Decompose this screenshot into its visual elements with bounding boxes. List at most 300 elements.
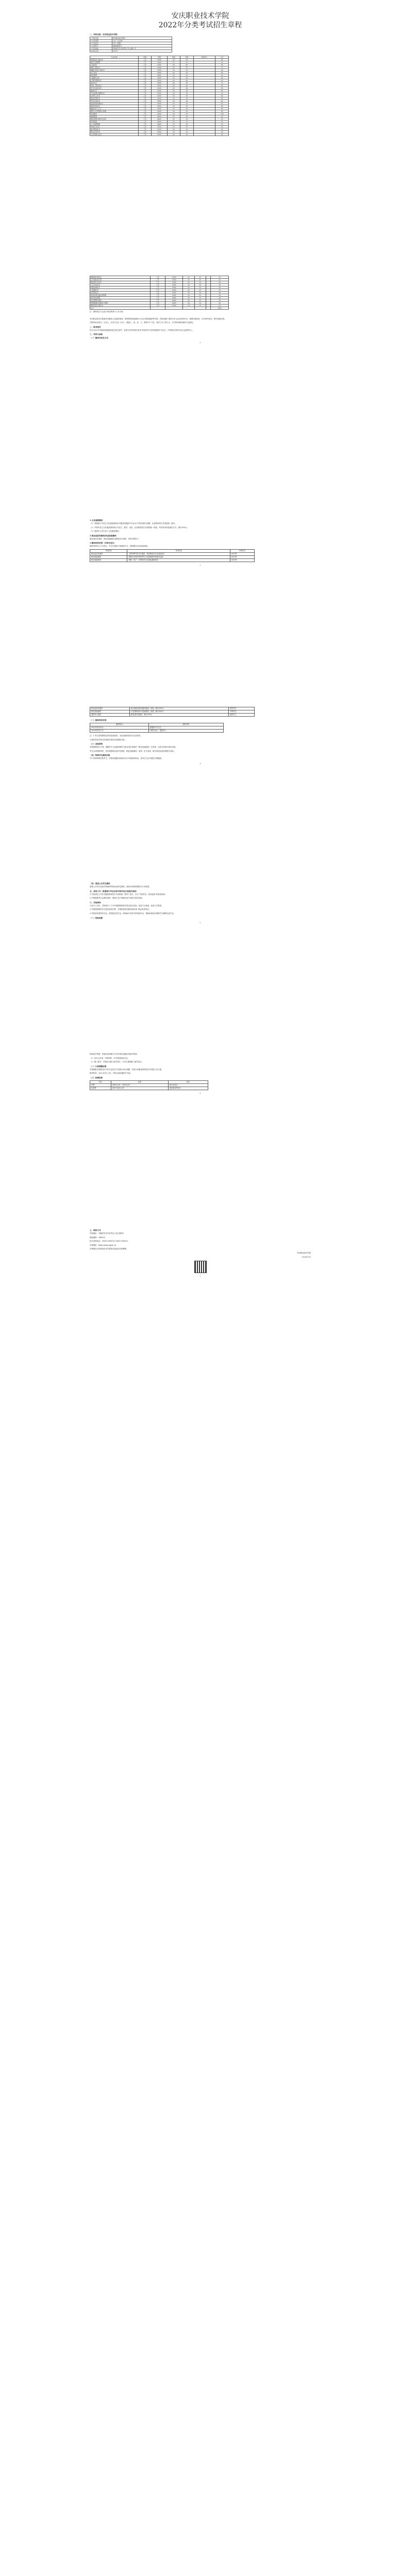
plan-cell: 4900: [165, 302, 182, 304]
plan-cell: 25: [194, 279, 206, 281]
time-note-1: 注：1.考生须按照规定时间参加测试，未参加测试者视为自动放弃。: [90, 735, 142, 737]
plan-cell: 45: [180, 84, 194, 87]
plan-cell: 40: [180, 72, 194, 74]
plan-cell: 三年: [138, 97, 152, 100]
plan-cell: 95: [215, 77, 229, 79]
plan-cell: 5500: [165, 304, 182, 307]
plan-cell: 5500: [165, 276, 182, 279]
plan-cell: 50: [215, 118, 229, 121]
plan-cell: 40: [180, 64, 194, 66]
plan-cell: 5500: [165, 286, 182, 289]
plan-cell: 20: [194, 297, 206, 299]
plan-cell: 50: [215, 74, 229, 77]
section1-heading: 一、学校全称：安庆职业技术学院: [90, 33, 118, 36]
plan-cell: 三年: [138, 110, 152, 113]
other-matters-heading: 六、其他事项: [90, 901, 101, 904]
plan-cell: 三年: [138, 123, 152, 126]
fee-p1: 国家助学贷款：家庭经济困难学生可申请生源地信用助学贷款。: [90, 1053, 139, 1055]
plan-cell: 60: [215, 110, 229, 113]
plan-cell: 25: [180, 118, 194, 121]
plan-cell: 智能控制技术: [90, 286, 151, 289]
test-type-table: [90, 707, 255, 717]
page-4: [75, 701, 325, 871]
plan-cell: 40: [167, 79, 180, 82]
contact-phone: 招生咨询电话：0556-5300011 0556-5300022: [90, 1240, 128, 1243]
plan-cell: 40: [180, 79, 194, 82]
plan-cell: 75: [215, 66, 229, 69]
plan-cell: 5500: [152, 133, 167, 136]
plan-cell: 三年: [150, 281, 165, 284]
veteran-p: 退役士兵考生参加学校组织的职业适应性测试，测试合格者按照招生计划录取。: [90, 886, 151, 888]
plan-cell: 60: [215, 90, 229, 92]
plan-cell: 40: [211, 297, 229, 299]
plan-cell: 40: [211, 292, 229, 294]
plan-cell: [183, 307, 194, 310]
plan-cell: 4900: [152, 123, 167, 126]
plan-cell: 25: [183, 294, 194, 297]
plan-cell: 75: [215, 82, 229, 84]
report-time-p: 报到时间：2022年9月上旬，具体以录取通知书为准。: [90, 1072, 132, 1075]
table-row: 职业技能测试 专业基础知识与技能测试，闭卷，满分300分 中职考生: [90, 710, 255, 714]
plan-cell: 25: [167, 103, 180, 105]
plan-cell: 三年: [138, 87, 152, 90]
plan-cell: 60: [215, 59, 229, 61]
plan-cell: [194, 307, 206, 310]
plan-cell: 70: [215, 92, 229, 95]
plan-cell: 25: [183, 279, 194, 281]
document-title-line2: 2022年分类考试招生章程: [158, 21, 242, 29]
plan-header-cell: 普高: [167, 56, 180, 59]
plan-cell: 5500: [165, 289, 182, 292]
document-title-line1: 安庆职业技术学院: [171, 12, 229, 20]
plan-cell: 30: [183, 281, 194, 284]
plan-cell: 50: [211, 289, 229, 292]
plan-cell: 25: [167, 61, 180, 64]
plan-cell: 40: [215, 69, 229, 72]
plan-cell: 5500: [152, 100, 167, 103]
plan-cell: 道路与桥梁工程技术: [90, 69, 139, 72]
plan-cell: 三年: [150, 286, 165, 289]
plan-cell: 5500: [165, 292, 182, 294]
plan-cell: 20: [183, 302, 194, 304]
plan-cell: 三年: [138, 121, 152, 123]
page-7: [75, 1224, 325, 1291]
admission-work-heading: 五、录取工作（普通高中毕业生和中职毕业生同批次录取）: [90, 890, 138, 892]
plan-cell: 建筑装饰工程技术: [90, 59, 139, 61]
plan-cell: 服装设计与工艺: [90, 108, 139, 110]
plan-cell: 25: [180, 131, 194, 133]
plan-cell: 25: [180, 97, 194, 100]
plan-cell: 25: [167, 131, 180, 133]
plan-cell: 三年: [138, 92, 152, 95]
plan-cell: 4900: [152, 118, 167, 121]
plan-cell: 4900: [152, 121, 167, 123]
plan-cell: 40: [167, 64, 180, 66]
sign-date: 2022年3月: [302, 1256, 311, 1258]
plan-cell: 人力资源管理: [90, 123, 139, 126]
plan-cell: 工业分析技术: [90, 284, 151, 286]
plan-cell: 三年: [138, 131, 152, 133]
plan-cell: 30: [194, 281, 206, 284]
plan-cell: 计算机网络技术: [90, 79, 139, 82]
plan-cell: [206, 307, 211, 310]
plan-cell: 20: [167, 105, 180, 108]
plan-cell: 30: [180, 90, 194, 92]
plan-cell: 20: [167, 100, 180, 103]
plan-cell: 35: [180, 66, 194, 69]
enrollment-plan-table-b: [90, 276, 229, 310]
plan-cell: 40: [215, 105, 229, 108]
plan-cell: 5500: [152, 126, 167, 128]
time-note-2: 2.测试具体安排以学校招生网发布的通知为准。: [90, 738, 127, 741]
plan-cell: 40: [180, 87, 194, 90]
plan-cell: 50: [211, 294, 229, 297]
plan-cell: 药品生物技术: [90, 97, 139, 100]
plan-cell: 三年: [138, 90, 152, 92]
plan-cell: 50: [215, 103, 229, 105]
plan-cell: 现代物业管理: [90, 297, 151, 299]
plan-note: 注：最终招生专业及计划以教育厅公布为准。: [90, 311, 125, 313]
admission-principle-heading: （三）录取原则: [90, 743, 103, 745]
plan-cell: 汽车检测与维修技术: [90, 92, 139, 95]
plan-cell: 25: [167, 121, 180, 123]
plan-cell: 20: [183, 304, 194, 307]
plan-cell: 建筑设备工程技术: [90, 304, 151, 307]
plan-cell: 新能源汽车技术: [90, 281, 151, 284]
plan-cell: 5500: [152, 97, 167, 100]
plan-cell: 三年: [138, 64, 152, 66]
plan-cell: 20: [167, 69, 180, 72]
plan-cell: 50: [215, 123, 229, 126]
plan-cell: 市场营销: [90, 121, 139, 123]
plan-cell: 4900: [152, 110, 167, 113]
plan-cell: 三年: [138, 61, 152, 64]
plan-cell: 50: [215, 61, 229, 64]
plan-cell: 40: [211, 304, 229, 307]
plan-cell: 20: [183, 297, 194, 299]
plan-cell: 25: [180, 123, 194, 126]
plan-cell: 25: [180, 103, 194, 105]
plan-cell: 合计: [90, 307, 151, 310]
plan-cell: 4900: [152, 77, 167, 79]
plan-cell: 50: [167, 77, 180, 79]
schedule-p: 测试采用线上方式进行，考生应提前下载测试平台，按照要求完成设备调试。: [90, 545, 149, 548]
plan-cell: 20: [183, 299, 194, 302]
plan-cell: 三年: [150, 304, 165, 307]
plan-cell: 50: [215, 97, 229, 100]
page-number: 5: [199, 921, 201, 924]
plan-cell: 食品检验检测技术: [90, 103, 139, 105]
plan-cell: 60: [215, 128, 229, 131]
plan-cell: 25: [180, 121, 194, 123]
plan-cell: 30: [180, 110, 194, 113]
plan-cell: 25: [167, 126, 180, 128]
plan-header-cell: 合计: [215, 56, 229, 59]
plan-cell: 三年: [138, 103, 152, 105]
plan-cell: 婴幼儿托育服务与管理: [90, 110, 139, 113]
plan-cell: 三年: [138, 105, 152, 108]
plan-cell: 40: [167, 66, 180, 69]
signature: 安庆职业技术学院: [296, 1251, 311, 1254]
plan-cell: 25: [183, 276, 194, 279]
plan-cell: 电子商务: [90, 72, 139, 74]
plan-cell: 云计算技术应用: [90, 279, 151, 281]
plan-cell: 旅游管理: [90, 115, 139, 118]
plan-cell: 环境工程技术: [90, 100, 139, 103]
plan-cell: 5500: [152, 84, 167, 87]
plan-header-cell: 专业名称: [90, 56, 139, 59]
plan-cell: 5500: [165, 281, 182, 284]
table-row: [90, 133, 229, 136]
plan-cell: 建设工程管理: [90, 61, 139, 64]
plan-cell: 20: [180, 100, 194, 103]
contact-note: 本章程由安庆职业技术学院招生就业处负责解释。: [90, 1248, 128, 1250]
plan-cell: 20: [183, 284, 194, 286]
plan-cell: 智慧健康养老服务与管理: [90, 302, 151, 304]
intro-paragraph-2: 学院现有在校生一万余人，开设专业五十余个，涵盖工、管、经、文、教等多个门类，形成了以工科为主、多学科协调发展的专业格局。: [90, 321, 195, 324]
school-info-table: 1.学校全称 安庆职业技术学院 2.办学类型 公办（全日制） 3.学历层次 专科（高职） 4.主管部门 安徽省教育厅 5.学校地址 安徽省安庆市宜秀区大龙山路 8 号 6.招生代码 13279: [90, 37, 172, 53]
fee-standard-heading: （三）收费标准: [90, 1076, 103, 1079]
plan-cell: 80: [215, 64, 229, 66]
page-1: [75, 5, 325, 265]
plan-cell: 20: [183, 292, 194, 294]
plan-cell: 50: [215, 126, 229, 128]
plan-cell: 5500: [152, 66, 167, 69]
plan-cell: 30: [167, 59, 180, 61]
plan-cell: 25: [180, 115, 194, 118]
plan-cell: 工程造价: [90, 64, 139, 66]
plan-cell: 三年: [138, 72, 152, 74]
plan-cell: 机电一体化技术: [90, 84, 139, 87]
plan-cell: 40: [167, 82, 180, 84]
plan-cell: 20: [194, 304, 206, 307]
test-time-table: 测试时间 测试对象 2022年4月16日 普通高中毕业生 2022年4月17日 中职毕业生、退役军人: [90, 723, 224, 733]
plan-header-cell: 退役军人: [193, 56, 215, 59]
plan-cell: 30: [167, 133, 180, 136]
plan-cell: 三年: [138, 113, 152, 115]
vocational-test-heading: 2.职业适应性测试/职业技能测试: [90, 534, 116, 537]
plan-cell: 25: [167, 118, 180, 121]
plan-cell: 5500: [165, 294, 182, 297]
plan-cell: 40: [167, 87, 180, 90]
table-row: 学费 4900元/年、5500元/年 按专业执行: [90, 1083, 208, 1087]
plan-cell: 三年: [150, 276, 165, 279]
plan-cell: 30: [180, 59, 194, 61]
plan-cell: 环境艺术设计: [90, 126, 139, 128]
plan-cell: 三年: [138, 128, 152, 131]
plan-adjust-p: 学校根据生源情况可对各专业招生计划进行适当调整，具体以安徽省教育招生考试院公布为准。: [90, 1068, 163, 1071]
table-row: 职业技能测试 依据专业类别考查考生专业基础知识和基本技能 60分钟: [90, 555, 255, 558]
plan-cell: 三年: [138, 79, 152, 82]
contact-website[interactable]: 学校网址：http://www.aqvtc.cn: [90, 1244, 116, 1246]
plan-cell: 5500: [165, 279, 182, 281]
admission-work-p1: 1.学校录取工作在安徽省教育招生考试院统一领导下进行，实行“学校负责、招办监督”的录取体制。: [90, 893, 167, 895]
plan-cell: 软件技术: [90, 82, 139, 84]
plan-cell: 三年: [150, 297, 165, 299]
plan-cell: 25: [167, 108, 180, 110]
plan-cell: 三年: [150, 289, 165, 292]
plan-cell: 90: [215, 84, 229, 87]
plan-cell: 现代纺织技术: [90, 105, 139, 108]
plan-cell: 三年: [150, 284, 165, 286]
plan-cell: 4900: [152, 74, 167, 77]
plan-cell: 城市轨道交通运营管理: [90, 294, 151, 297]
plan-cell: 三年: [138, 84, 152, 87]
fee-table: 项目 标准 备注 学费 4900元/年、5500元/年 按专业执行 住宿费 800-1200元/年 按住宿条件执行: [90, 1080, 208, 1090]
special-test-heading: （四）特殊考生测试安排: [90, 754, 110, 757]
plan-cell: 数控技术: [90, 90, 139, 92]
plan-cell: 三年: [150, 294, 165, 297]
plan-cell: 三年: [138, 66, 152, 69]
plan-cell: 4900: [152, 72, 167, 74]
plan-cell: 25: [180, 126, 194, 128]
plan-cell: 20: [180, 105, 194, 108]
qr-code-icon: [194, 1261, 207, 1273]
culture-test-p1: （1）普通高中毕业生文化素质测试以安徽省普通高中学业水平考试成绩为依据，由省教育招生考试院统一组织。: [90, 522, 177, 524]
vocational-test-p: 职业适应性测试、职业技能测试由我校自行组织，具体安排如下：: [90, 537, 141, 540]
plan-cell: 40: [211, 284, 229, 286]
plan-cell: 45: [167, 84, 180, 87]
admission-work-p2: 2.学校根据考生志愿和成绩，按照专业计划数从高分到低分择优录取。: [90, 897, 144, 900]
plan-cell: 60: [215, 95, 229, 97]
table-row: 2022年4月17日 中职毕业生、退役军人: [90, 730, 224, 733]
plan-cell: 应用化工技术: [90, 95, 139, 97]
plan-cell: 三年: [138, 126, 152, 128]
enrollment-plan-table-a: [90, 56, 229, 136]
plan-cell: 三年: [138, 59, 152, 61]
conditions-paragraph: 符合2022年安徽省普通高校招生报名条件，参加分类考试招生报名并取得考生号的普通高中毕业生、中等职业学校毕业生及退役军人。: [90, 329, 194, 331]
plan-cell: 50: [215, 108, 229, 110]
plan-cell: 35: [180, 82, 194, 84]
plan-cell: [150, 307, 165, 310]
plan-cell: 30: [167, 90, 180, 92]
plan-cell: 大数据技术: [90, 289, 151, 292]
plan-cell: 5500: [152, 128, 167, 131]
plan-cell: 三年: [138, 77, 152, 79]
page-number: 4: [199, 762, 201, 765]
other-matters-p1: 1.新生入学后，学校将在三个月内按照国家招生规定进行复查，复查不合格者，取消入学资格。: [90, 904, 163, 907]
plan-cell: 30: [180, 128, 194, 131]
plan-cell: 5500: [152, 103, 167, 105]
schedule-heading: 3.测试时间安排（中职毕业生）: [90, 542, 116, 545]
table-row: 职业技能测试 机械、电子、计算机类专业技能基础知识 60分钟: [90, 558, 255, 562]
plan-cell: 50: [215, 115, 229, 118]
plan-cell: 80: [215, 79, 229, 82]
plan-header-cell: 学费: [152, 56, 167, 59]
plan-cell: 50: [211, 279, 229, 281]
fee-p2: （1）经本人申请，学校审核，可享受国家助学金。: [90, 1057, 129, 1059]
plan-cell: 大数据与会计: [90, 77, 139, 79]
contact-heading: 七、联系方式: [90, 1229, 101, 1231]
plan-cell: 建筑工程技术: [90, 66, 139, 69]
plan-cell: 60: [211, 281, 229, 284]
page-number: 6: [199, 1092, 201, 1094]
plan-cell: 5500: [152, 95, 167, 97]
plan-cell: 5500: [152, 105, 167, 108]
plan-header-cell: 学制: [138, 56, 152, 59]
contact-postcode: 邮政编码：246003: [90, 1236, 105, 1239]
plan-cell: 物联网应用技术: [90, 276, 151, 279]
page-number: 3: [199, 564, 201, 566]
plan-cell: 三年: [138, 118, 152, 121]
plan-cell: 4900: [152, 113, 167, 115]
admission-principle-p1: 学校按照招生计划，根据考生文化素质测试与职业适应性测试（职业技能测试）总成绩，从高分到低分择优录取。: [90, 746, 177, 749]
plan-cell: 4900: [152, 115, 167, 118]
test-time-heading: （二）测试时间安排: [90, 719, 107, 721]
page-number: 7: [199, 1275, 201, 1278]
plan-cell: 50: [167, 113, 180, 115]
intro-paragraph-1: 安庆职业技术学院是经安徽省人民政府批准、国家教育部备案的公办全日制普通高等学校。学院坐落于国家历史文化名城安庆市，校园环境优美，办学条件优良，教学设施完善。: [90, 317, 226, 320]
plan-cell: 5500: [152, 90, 167, 92]
plan-cell: 20: [194, 302, 206, 304]
plan-cell: 20: [180, 69, 194, 72]
culture-test-p2: （2）中职毕业生文化素质测试科目为语文、数学、英语，由省教育招生考试院统一组织。考试采用闭卷笔试方式，满分300分。: [90, 526, 189, 529]
plan-cell: [193, 133, 215, 136]
plan-cell: 50: [215, 131, 229, 133]
plan-cell: 25: [180, 108, 194, 110]
plan-cell: 酒店管理与数字化运营: [90, 118, 139, 121]
plan-cell: 30: [167, 128, 180, 131]
plan-cell: 25: [167, 97, 180, 100]
table-row: 职业适应性测试 主要考察考生综合素质、职业倾向及专业适应能力 60分钟: [90, 552, 255, 555]
plan-cell: 35: [180, 92, 194, 95]
plan-cell: 25: [194, 294, 206, 297]
plan-header-cell: 中职: [180, 56, 194, 59]
table-row: 住宿费 800-1200元/年 按住宿条件执行: [90, 1087, 208, 1090]
plan-cell: 数字媒体技术: [90, 128, 139, 131]
plan-cell: 三年: [138, 108, 152, 110]
table-row: [90, 307, 229, 310]
plan-cell: 50: [215, 121, 229, 123]
admission-principle-p2: 考生总成绩相同时，依次按照职业适应性测试（职业技能测试）成绩、语文成绩、数学成绩从高到低排序录取。: [90, 750, 176, 752]
plan-cell: 40: [211, 299, 229, 302]
aid-policy-heading: （一）奖助政策: [90, 917, 103, 919]
culture-test-heading: 1.文化素质测试: [90, 519, 103, 521]
plan-adjust-heading: （二）计划调整说明: [90, 1065, 107, 1067]
exam-subheading: （一）测试内容及方式: [90, 337, 108, 340]
plan-cell: 5500: [152, 108, 167, 110]
plan-cell: 4900: [165, 297, 182, 299]
page-3: [75, 513, 325, 696]
plan-cell: 供用电技术: [90, 292, 151, 294]
plan-cell: 5500: [152, 59, 167, 61]
plan-cell: 30: [167, 95, 180, 97]
plan-cell: 25: [183, 289, 194, 292]
plan-cell: 三年: [138, 95, 152, 97]
plan-cell: 50: [211, 286, 229, 289]
plan-cell: 2600: [211, 307, 229, 310]
conditions-heading: 二、报考条件: [90, 326, 101, 328]
plan-cell: 5500: [152, 92, 167, 95]
plan-cell: 三年: [138, 74, 152, 77]
plan-cell: 5500: [152, 87, 167, 90]
plan-cell: 40: [215, 100, 229, 103]
plan-cell: 30: [180, 133, 194, 136]
culture-test-p3: （3）退役军人考生免于文化素质测试。: [90, 530, 121, 533]
plan-cell: 5500: [152, 82, 167, 84]
other-matters-p2: 2.学校按照国家有关规定收取学费，学费标准按安徽省物价部门核定标准执行。: [90, 908, 151, 911]
plan-cell: 25: [180, 74, 194, 77]
table-row: 2022年4月16日 普通高中毕业生: [90, 726, 224, 730]
plan-cell: 100: [215, 113, 229, 115]
contact-address: 学校地址：安徽省安庆市宜秀区大龙山路8号: [90, 1232, 124, 1234]
plan-cell: 25: [194, 276, 206, 279]
plan-cell: 60: [215, 133, 229, 136]
fee-p3: （2）勤工助学：学校设立勤工助学岗位，为学生提供勤工助学机会。: [90, 1061, 143, 1063]
plan-cell: 50: [180, 113, 194, 115]
plan-cell: 三年: [150, 279, 165, 281]
plan-cell: 移动应用开发: [90, 131, 139, 133]
